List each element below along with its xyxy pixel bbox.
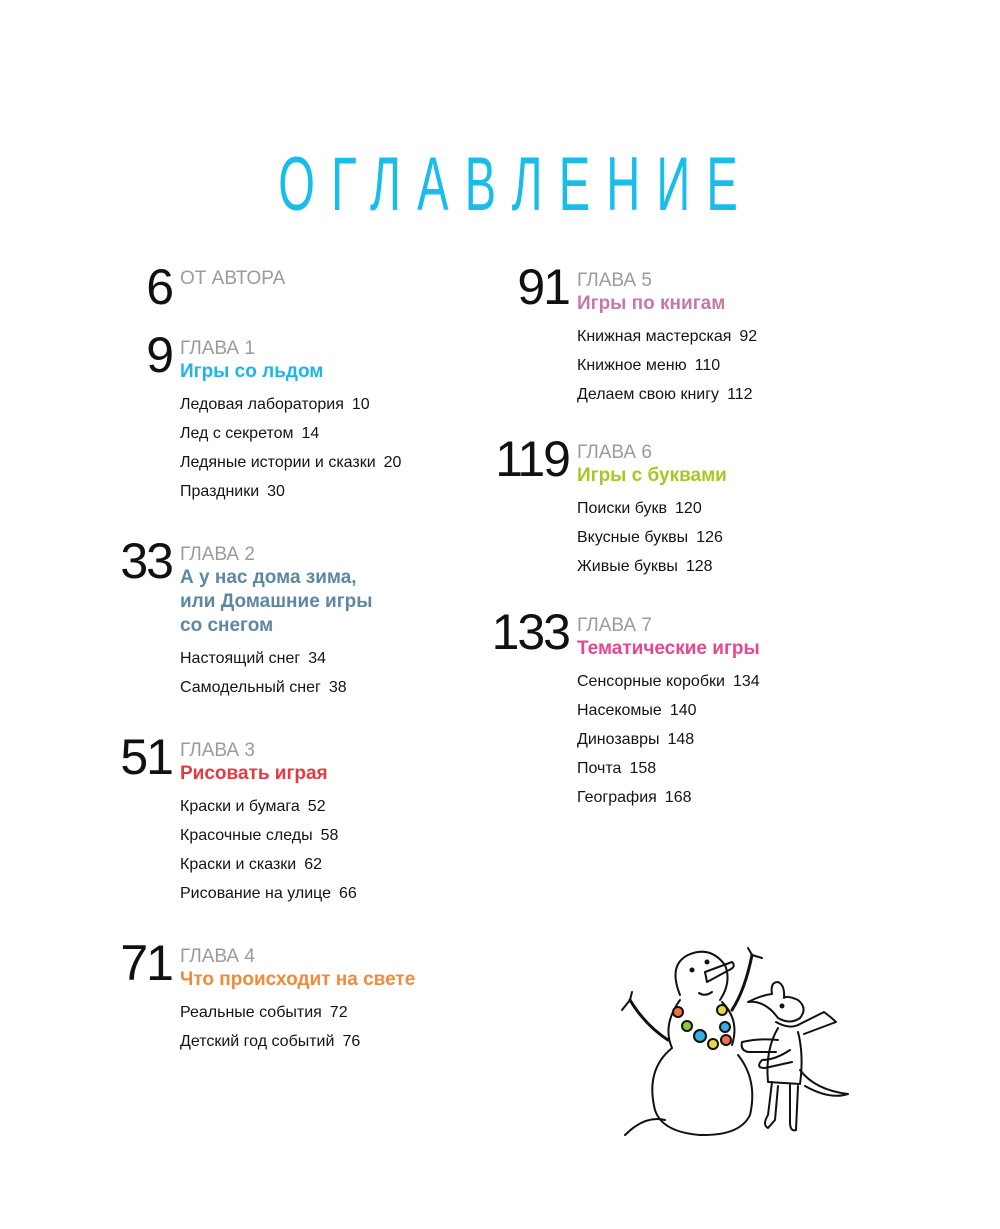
toc-intro[interactable] (146, 259, 286, 315)
toc-item[interactable]: Лед с секретом 14 (180, 425, 320, 442)
chapter-title[interactable]: Тематические игры (577, 638, 760, 659)
intro-page-number: 6 (146, 259, 172, 315)
chapter-items (577, 667, 760, 812)
toc-item[interactable]: Краски и бумага 52 (180, 798, 326, 815)
toc-chapter-7 (491, 604, 760, 812)
chapter-items (180, 644, 372, 702)
chapter-items (180, 998, 415, 1056)
chapter-page-number: 51 (120, 729, 172, 785)
chapter-label: ГЛАВА 1 (180, 338, 255, 359)
chapter-page-number: 91 (517, 259, 569, 315)
chapter-label: ГЛАВА 7 (577, 615, 652, 636)
chapter-label: ГЛАВА 3 (180, 740, 255, 761)
toc-item[interactable]: Ледяные истории и сказки 20 (180, 454, 402, 471)
chapter-title[interactable]: Что происходит на свете (180, 969, 416, 990)
chapter-title[interactable]: Рисовать играя (180, 763, 328, 784)
toc-chapter-4 (120, 935, 416, 1056)
toc-item[interactable]: Самодельный снег 38 (180, 679, 347, 696)
chapter-page-number: 133 (491, 604, 569, 660)
toc-item[interactable]: Книжная мастерская 92 (577, 328, 758, 345)
chapter-page-number: 33 (120, 533, 172, 589)
toc-item[interactable]: Делаем свою книгу 112 (577, 386, 753, 403)
toc-item[interactable]: Почта 158 (577, 760, 657, 777)
toc-item[interactable]: Динозавры 148 (577, 731, 695, 748)
chapter-label: ГЛАВА 2 (180, 544, 255, 565)
toc-item[interactable]: Рисование на улице 66 (180, 885, 357, 902)
toc-item[interactable]: Ледовая лаборатория 10 (180, 396, 370, 413)
chapter-page-number: 9 (146, 327, 172, 383)
chapter-label: ГЛАВА 4 (180, 946, 255, 967)
toc-chapter-3 (120, 729, 357, 908)
toc-item[interactable]: Сенсорные коробки 134 (577, 673, 760, 690)
chapter-items (577, 494, 727, 581)
chapter-items (180, 792, 357, 908)
toc-chapter-6 (495, 431, 727, 581)
toc-item[interactable]: Реальные события 72 (180, 1004, 348, 1021)
chapter-items (180, 390, 401, 506)
page-title: ОГЛАВЛЕНИЕ (278, 142, 754, 227)
chapter-page-number: 119 (495, 431, 569, 487)
chapter-page-number: 71 (120, 935, 172, 991)
intro-label: ОТ АВТОРА (180, 268, 286, 289)
chapter-title[interactable]: Игры по книгам (577, 293, 726, 314)
toc-item[interactable]: Праздники 30 (180, 483, 285, 500)
chapter-title[interactable]: А у нас дома зима, или Домашние игры со снегом (180, 567, 373, 636)
toc-chapter-5 (517, 259, 758, 409)
toc-item[interactable]: Детский год событий 76 (180, 1033, 361, 1050)
toc-item[interactable]: Вкусные буквы 126 (577, 529, 723, 546)
toc-chapter-2 (120, 533, 373, 702)
chapter-items (577, 322, 757, 409)
toc-item[interactable]: Красочные следы 58 (180, 827, 339, 844)
toc-item[interactable]: Живые буквы 128 (577, 558, 713, 575)
toc-item[interactable]: Книжное меню 110 (577, 357, 721, 374)
toc-item[interactable]: Настоящий снег 34 (180, 650, 327, 667)
chapter-title[interactable]: Игры с буквами (577, 465, 727, 486)
chapter-title[interactable]: Игры со льдом (180, 361, 324, 382)
toc-item[interactable]: География 168 (577, 789, 692, 806)
toc-item[interactable]: Краски и сказки 62 (180, 856, 323, 873)
toc-chapter-1 (146, 327, 402, 506)
snowman-and-mouse-illustration-icon (600, 910, 860, 1150)
toc-item[interactable]: Насекомые 140 (577, 702, 697, 719)
chapter-label: ГЛАВА 5 (577, 270, 652, 291)
toc-item[interactable]: Поиски букв 120 (577, 500, 702, 517)
chapter-label: ГЛАВА 6 (577, 442, 652, 463)
